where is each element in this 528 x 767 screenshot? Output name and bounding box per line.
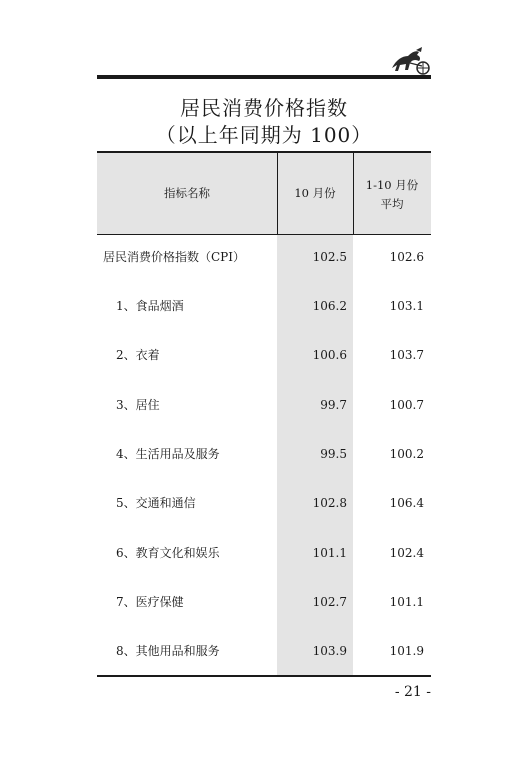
- average-value: 103.1: [389, 299, 424, 313]
- row-label: 居民消费价格指数（CPI）: [103, 250, 245, 264]
- table-row: [97, 641, 431, 661]
- page-title: 居民消费价格指数: [180, 96, 348, 120]
- table-top-rule: [97, 151, 431, 153]
- october-value: 102.5: [312, 250, 347, 264]
- cpi-table: [97, 151, 431, 677]
- table-row: [97, 296, 431, 316]
- horse-chariot-emblem-icon: [388, 46, 432, 76]
- average-value: 102.4: [389, 546, 424, 560]
- header-ytd-average-line2: 平均: [380, 197, 404, 211]
- header-ytd-average-line1: 1-10 月份: [365, 178, 419, 192]
- average-value: 103.7: [389, 348, 424, 362]
- row-label: 5、交通和通信: [116, 496, 196, 510]
- row-label: 1、食品烟酒: [116, 299, 184, 313]
- header-indicator-name: 指标名称: [164, 186, 210, 200]
- average-value: 101.1: [389, 595, 424, 609]
- table-row: [97, 345, 431, 365]
- october-value: 102.8: [312, 496, 347, 510]
- table-bottom-rule: [97, 675, 431, 677]
- table-row: [97, 247, 431, 267]
- october-value: 99.7: [320, 398, 347, 412]
- row-label: 7、医疗保健: [116, 595, 184, 609]
- row-label: 2、衣着: [116, 348, 160, 362]
- average-value: 100.2: [389, 447, 424, 461]
- average-value: 100.7: [389, 398, 424, 412]
- october-value: 99.5: [320, 447, 347, 461]
- october-value: 101.1: [312, 546, 347, 560]
- october-value: 100.6: [312, 348, 347, 362]
- table-row: [97, 493, 431, 513]
- table-row: [97, 543, 431, 563]
- average-value: 101.9: [389, 644, 424, 658]
- row-label: 8、其他用品和服务: [116, 644, 220, 658]
- october-value: 102.7: [312, 595, 347, 609]
- header-rule: [97, 75, 431, 79]
- header-october: 10 月份: [294, 186, 336, 200]
- table-row: [97, 395, 431, 415]
- header-bottom-rule: [97, 234, 431, 235]
- row-label: 3、居住: [116, 398, 160, 412]
- table-row: [97, 592, 431, 612]
- october-value: 106.2: [312, 299, 347, 313]
- page-number: - 21 -: [394, 684, 431, 700]
- average-value: 106.4: [389, 496, 424, 510]
- average-value: 102.6: [389, 250, 424, 264]
- october-value: 103.9: [312, 644, 347, 658]
- page-subtitle: （以上年同期为 100）: [155, 123, 373, 147]
- row-label: 4、生活用品及服务: [116, 447, 220, 461]
- row-label: 6、教育文化和娱乐: [116, 546, 220, 560]
- table-row: [97, 444, 431, 464]
